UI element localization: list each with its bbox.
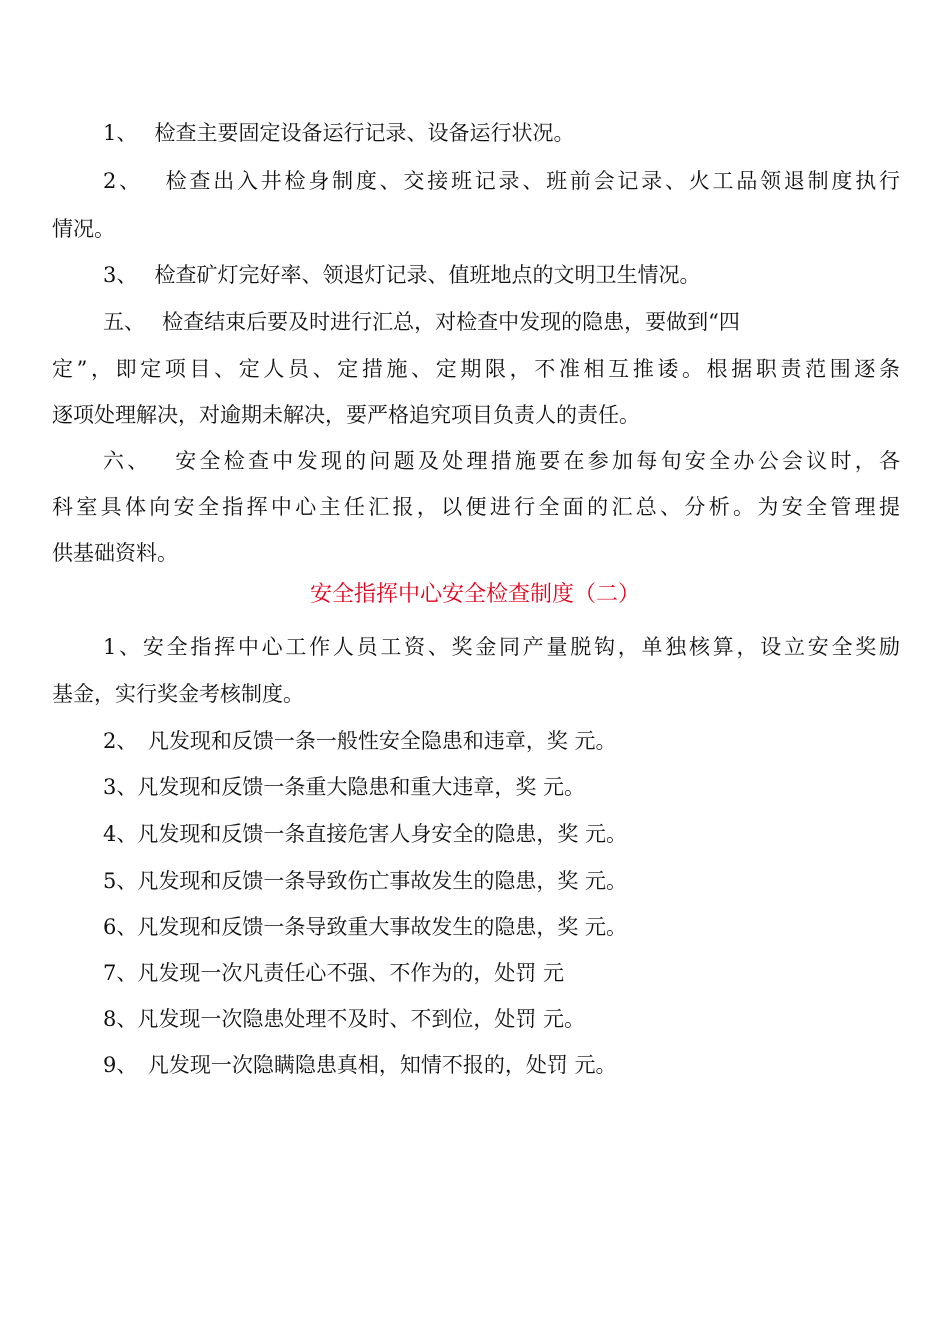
- rule-item-1-line1: 1、安全指挥中心工作人员工资、奖金同产量脱钩，单独核算，设立安全奖励: [103, 635, 900, 659]
- rule-item-6: 6、凡发现和反馈一条导致重大事故发生的隐患，奖 元。: [103, 915, 628, 939]
- paragraph-item-2-line1: 2、 检查出入井检身制度、交接班记录、班前会记录、火工品领退制度执行: [103, 169, 900, 193]
- paragraph-six-line3: 供基础资料。: [52, 541, 178, 565]
- rule-item-5: 5、凡发现和反馈一条导致伤亡事故发生的隐患，奖 元。: [103, 869, 628, 893]
- paragraph-six-line1: 六、 安全检查中发现的问题及处理措施要在参加每旬安全办公会议时，各: [103, 449, 900, 473]
- rule-item-3: 3、凡发现和反馈一条重大隐患和重大违章，奖 元。: [103, 775, 586, 799]
- paragraph-five-line3: 逐项处理解决，对逾期未解决，要严格追究项目负责人的责任。: [52, 403, 640, 427]
- paragraph-item-1: 1、 检查主要固定设备运行记录、设备运行状况。: [103, 121, 575, 145]
- rule-item-9: 9、 凡发现一次隐瞒隐患真相，知情不报的，处罚 元。: [103, 1053, 617, 1077]
- paragraph-five-line1: 五、 检查结束后要及时进行汇总，对检查中发现的隐患，要做到“四: [103, 310, 740, 334]
- rule-item-2: 2、 凡发现和反馈一条一般性安全隐患和违章，奖 元。: [103, 729, 617, 753]
- rule-item-8: 8、凡发现一次隐患处理不及时、不到位，处罚 元。: [103, 1007, 586, 1031]
- rule-item-1-line2: 基金，实行奖金考核制度。: [52, 682, 304, 706]
- paragraph-six-line2: 科室具体向安全指挥中心主任汇报，以便进行全面的汇总、分析。为安全管理提: [52, 495, 900, 519]
- paragraph-item-2-line2: 情况。: [52, 217, 115, 241]
- rule-item-4: 4、凡发现和反馈一条直接危害人身安全的隐患，奖 元。: [103, 822, 628, 846]
- section-title: 安全指挥中心安全检查制度（二）: [309, 582, 640, 607]
- paragraph-item-3: 3、 检查矿灯完好率、领退灯记录、值班地点的文明卫生情况。: [103, 263, 701, 287]
- paragraph-five-line2: 定”，即定项目、定人员、定措施、定期限，不准相互推诿。根据职责范围逐条: [52, 357, 900, 381]
- rule-item-7: 7、凡发现一次凡责任心不强、不作为的，处罚 元: [103, 961, 565, 985]
